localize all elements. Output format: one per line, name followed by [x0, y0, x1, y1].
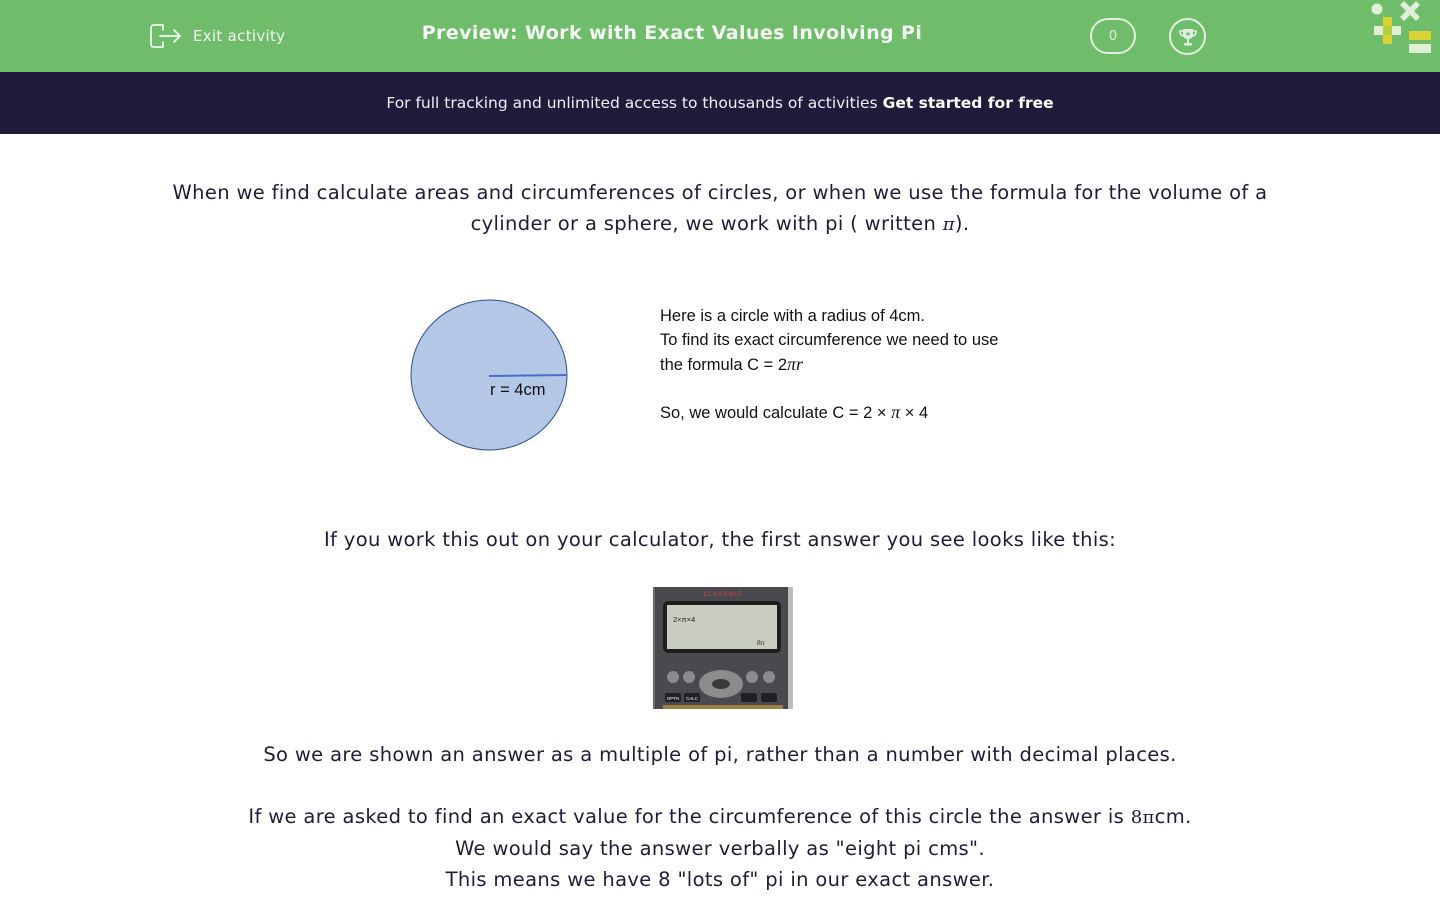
top-bar [0, 0, 1440, 72]
intro-text: When we find calculate areas and circumferences of circles, or when we use the formula for the volume of a cylinder or a sphere, we work with pi ( written [172, 181, 1268, 235]
exact-line-2: We would say the answer verbally as "eight pi cms". [455, 837, 985, 860]
calculator-image [653, 587, 793, 709]
intro-paragraph [140, 177, 1300, 240]
svg-text:OPTN: OPTN [666, 696, 680, 701]
svg-text:8π: 8π [757, 638, 765, 647]
trophy-icon [1177, 26, 1199, 48]
multiple-of-pi-text: So we are shown an answer as a multiple of pi, rather than a number with decimal places. [263, 743, 1177, 766]
svg-text:2×π×4: 2×π×4 [673, 615, 696, 624]
figure-line-2: To find its exact circumference we need to use [660, 331, 999, 349]
radius-label: r = 4cm [490, 381, 546, 399]
formula-var: πr [787, 354, 804, 374]
signup-banner [0, 72, 1440, 134]
exact-value: 8π [1130, 807, 1155, 828]
page-title: Preview: Work with Exact Values Involving Pi [421, 22, 923, 44]
calculator-intro: If you work this out on your calculator, the first answer you see looks like this: [323, 528, 1117, 551]
figure-explanation [660, 304, 998, 425]
svg-text:CLASSWIZ: CLASSWIZ [703, 592, 743, 598]
exact-line-3: This means we have 8 "lots of" pi in our exact answer. [445, 868, 995, 891]
get-started-link[interactable]: Get started for free [882, 94, 1054, 112]
figure-line-1: Here is a circle with a radius of 4cm. [660, 307, 926, 325]
circle-diagram [405, 294, 575, 454]
score-badge: 0 [1090, 18, 1136, 54]
exact-line-1: If we are asked to find an exact value for the circumference of this circle the answer is 8πcm. [248, 805, 1192, 828]
brand-logo [1366, 0, 1440, 60]
svg-text:CALC: CALC [685, 696, 699, 701]
intro-end: ). [954, 212, 970, 235]
banner-text: For full tracking and unlimited access to thousands of activities [386, 94, 878, 112]
figure-line-3: the formula C = 2πr [660, 354, 804, 374]
figure-calc-line: So, we would calculate C = 2 × π × 4 [660, 402, 929, 422]
trophy-button[interactable] [1169, 18, 1206, 55]
circle-figure [405, 294, 1065, 454]
exit-activity-label: Exit activity [193, 27, 286, 45]
exact-value-paragraph [0, 801, 1440, 895]
pi-symbol: π [942, 214, 955, 235]
